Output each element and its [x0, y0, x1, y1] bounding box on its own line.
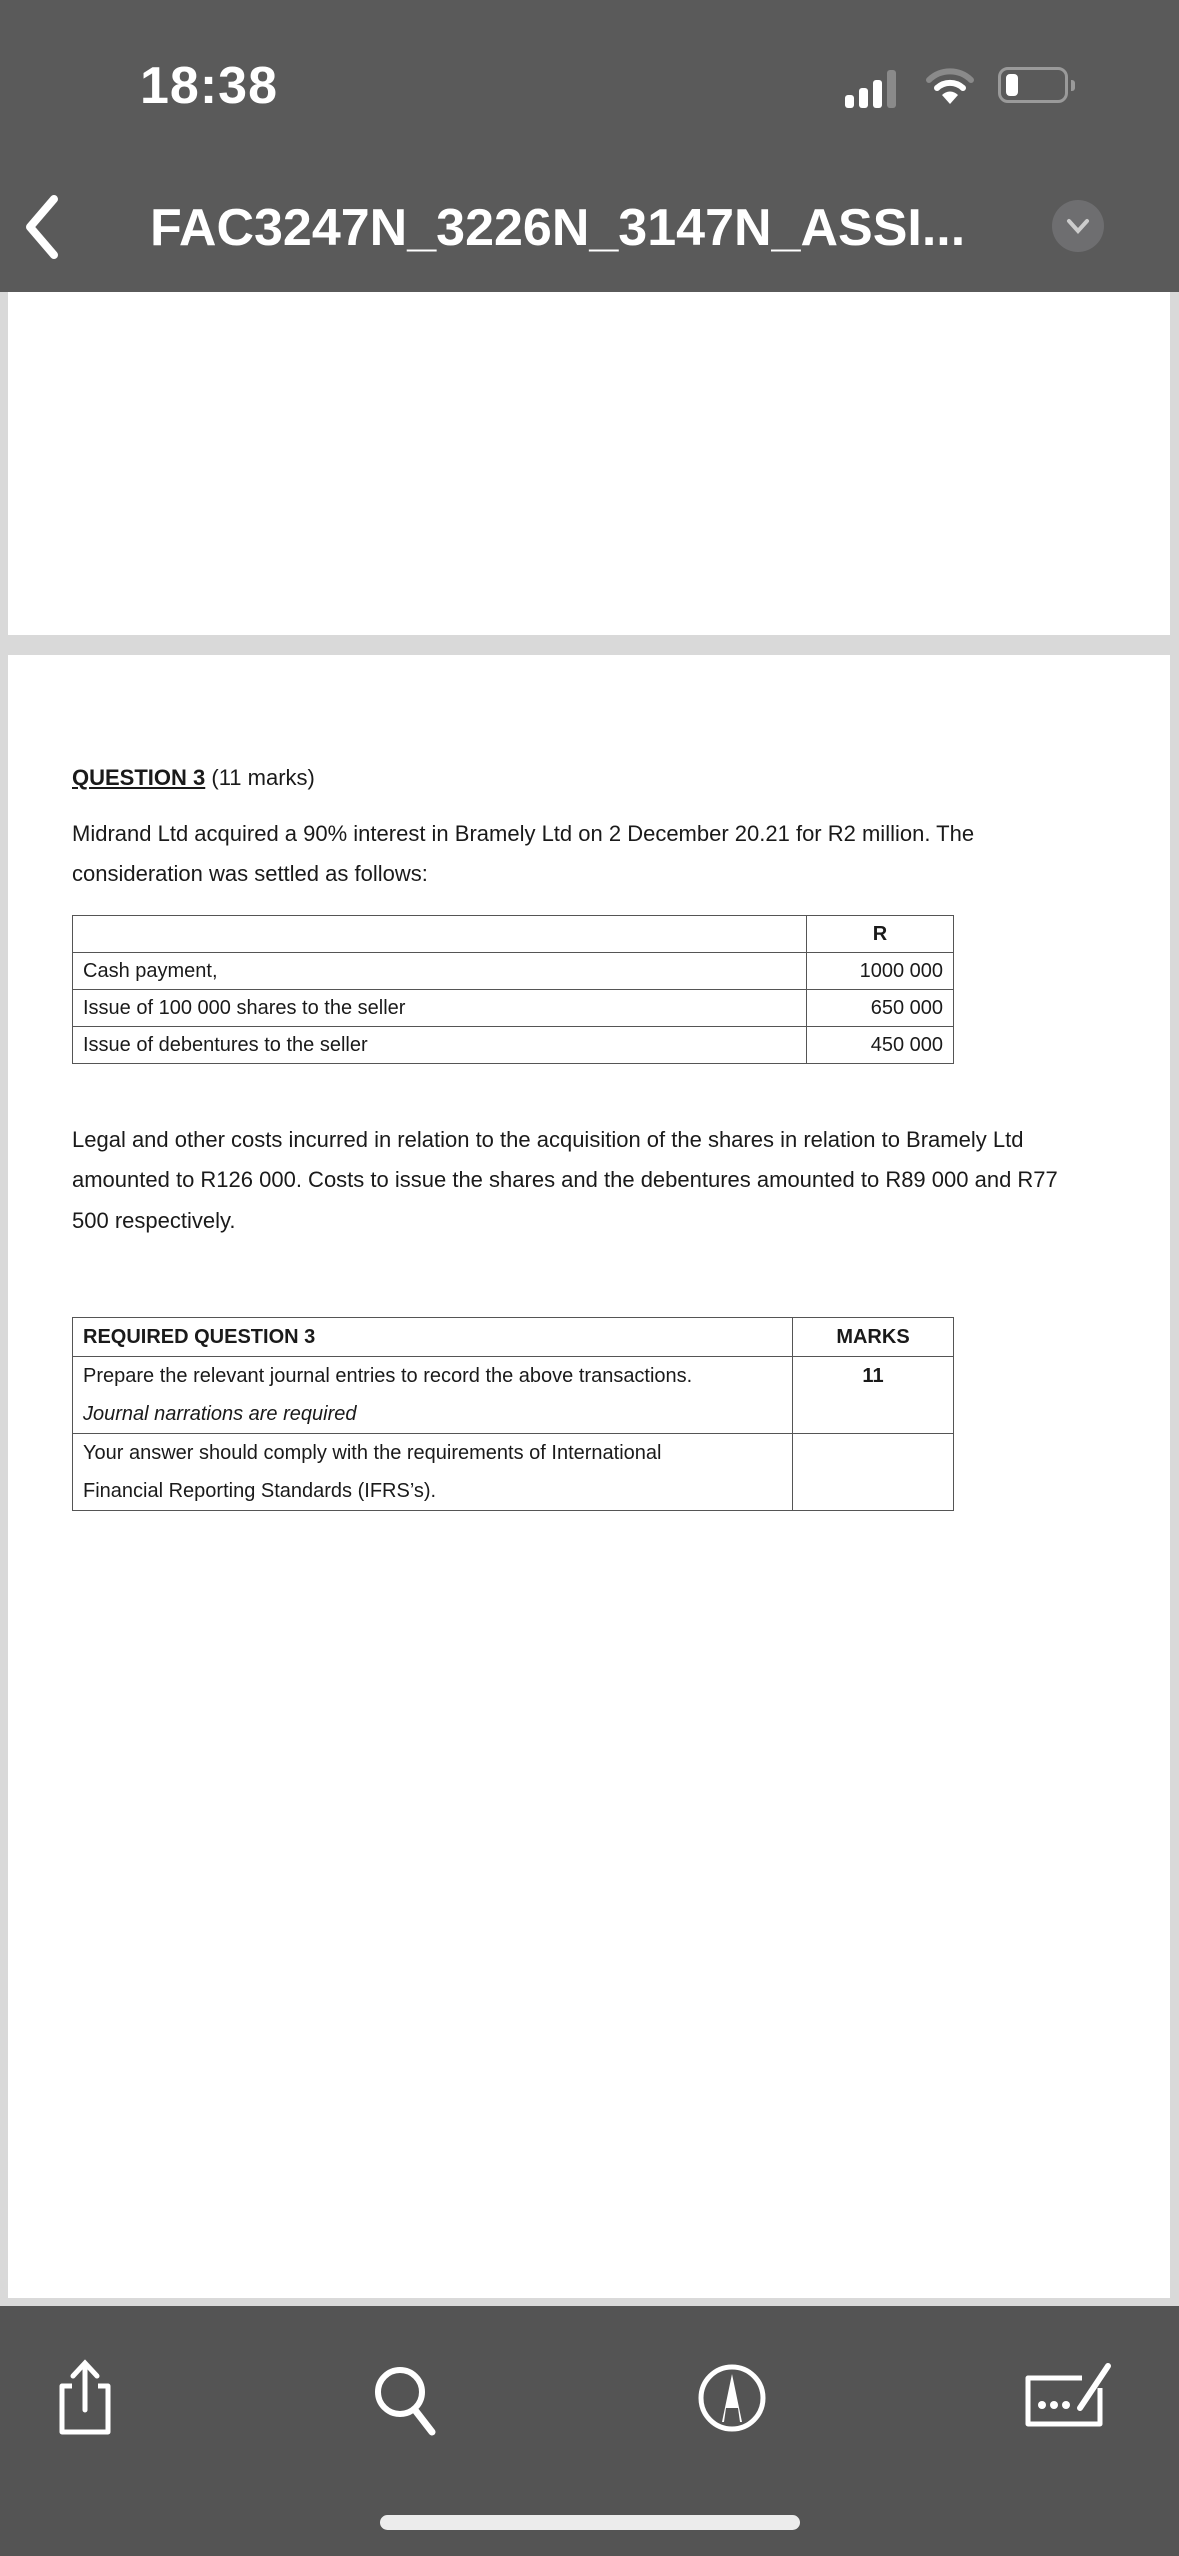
markup-icon[interactable]	[696, 2362, 768, 2434]
table-header-row	[73, 916, 954, 953]
table-row	[73, 1027, 954, 1064]
costs-text: Legal and other costs incurred in relation to the acquisition of the shares in relation to Bramely Ltd	[72, 1127, 1024, 1152]
share-icon[interactable]	[52, 2358, 118, 2438]
form-fill-icon[interactable]	[1020, 2360, 1120, 2430]
row-label: Issue of 100 000 shares to the seller	[73, 990, 807, 1027]
table-row	[73, 953, 954, 990]
intro-text: consideration was settled as follows:	[72, 861, 428, 886]
row-amount: 1000 000	[807, 953, 954, 990]
table-header-row	[73, 1318, 954, 1357]
top-bar	[0, 0, 1179, 292]
wifi-icon	[925, 66, 975, 106]
pdf-page	[8, 655, 1170, 2298]
battery-icon	[998, 67, 1068, 103]
required-table	[72, 1317, 954, 1511]
costs-text: amounted to R126 000. Costs to issue the shares and the debentures amounted to R89 000 and R77	[72, 1167, 1058, 1192]
row-label: Cash payment,	[73, 953, 807, 990]
intro-text: Midrand Ltd acquired a 90% interest in Bramely Ltd on 2 December 20.21 for R2 million. The	[72, 821, 975, 846]
marks-header: MARKS	[793, 1318, 954, 1357]
title-menu-button[interactable]	[1052, 200, 1104, 252]
search-icon[interactable]	[372, 2364, 442, 2438]
table-row	[73, 1434, 954, 1511]
requirement-text: Your answer should comply with the requirements of International	[83, 1442, 662, 1464]
question-title: QUESTION 3	[72, 765, 206, 790]
question-marks: (11 marks)	[205, 765, 315, 790]
row-amount: 650 000	[807, 990, 954, 1027]
table-row	[73, 990, 954, 1027]
row-amount: 450 000	[807, 1027, 954, 1064]
currency-header: R	[807, 916, 954, 953]
requirement-note: Journal narrations are required	[83, 1403, 357, 1425]
status-time: 18:38	[140, 57, 278, 115]
requirement-text: Financial Reporting Standards (IFRS’s).	[83, 1480, 437, 1502]
question-heading	[72, 765, 315, 791]
document-title[interactable]: FAC3247N_3226N_3147N_ASSI...	[150, 199, 966, 257]
pdf-page-previous	[8, 292, 1170, 635]
requirement-text: Prepare the relevant journal entries to record the above transactions.	[83, 1365, 693, 1387]
required-header: REQUIRED QUESTION 3	[73, 1318, 793, 1357]
chevron-down-icon	[1052, 200, 1104, 252]
cellular-signal-icon	[845, 68, 901, 108]
home-indicator[interactable]	[380, 2515, 800, 2530]
consideration-table	[72, 915, 954, 1064]
row-label: Issue of debentures to the seller	[73, 1027, 807, 1064]
costs-text: 500 respectively.	[72, 1208, 236, 1233]
table-row	[73, 1357, 954, 1434]
marks-value: 11	[793, 1357, 954, 1434]
back-chevron-icon[interactable]	[22, 195, 62, 259]
